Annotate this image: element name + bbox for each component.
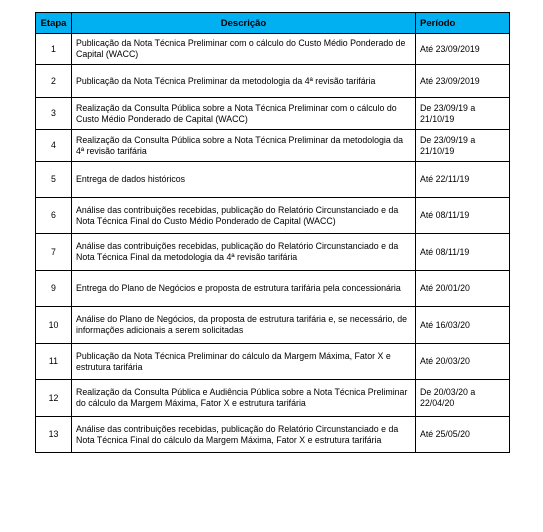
schedule-table	[35, 12, 510, 453]
cell-descricao: Publicação da Nota Técnica Preliminar do cálculo da Margem Máxima, Fator X e estrutura tarifária	[72, 344, 416, 380]
cell-etapa: 3	[36, 98, 72, 130]
table-row	[36, 380, 510, 417]
table-row	[36, 162, 510, 198]
cell-periodo: Até 08/11/19	[416, 234, 510, 271]
cell-periodo: Até 23/09/2019	[416, 34, 510, 65]
cell-etapa: 10	[36, 307, 72, 344]
header-etapa: Etapa	[36, 13, 72, 34]
cell-descricao: Análise das contribuições recebidas, publicação do Relatório Circunstanciado e da Nota Técnica Final do Custo Médio Ponderado de Capital (WACC)	[72, 198, 416, 234]
cell-periodo: De 23/09/19 a 21/10/19	[416, 98, 510, 130]
cell-descricao: Publicação da Nota Técnica Preliminar da metodologia da 4ª revisão tarifária	[72, 65, 416, 98]
table-row	[36, 198, 510, 234]
header-periodo: Período	[416, 13, 510, 34]
cell-periodo: Até 20/03/20	[416, 344, 510, 380]
cell-descricao: Realização da Consulta Pública e Audiência Pública sobre a Nota Técnica Preliminar do cálculo da Margem Máxima, Fator X e estrutura tarifária	[72, 380, 416, 417]
cell-descricao: Entrega do Plano de Negócios e proposta de estrutura tarifária pela concessionária	[72, 271, 416, 307]
cell-descricao: Análise das contribuições recebidas, publicação do Relatório Circunstanciado e da Nota Técnica Final da metodologia da 4ª revisão tarifária	[72, 234, 416, 271]
cell-periodo: De 20/03/20 a 22/04/20	[416, 380, 510, 417]
cell-etapa: 13	[36, 417, 72, 453]
cell-etapa: 4	[36, 130, 72, 162]
cell-descricao: Realização da Consulta Pública sobre a Nota Técnica Preliminar com o cálculo do Custo Médio Ponderado de Capital (WACC)	[72, 98, 416, 130]
cell-periodo: Até 25/05/20	[416, 417, 510, 453]
table-row	[36, 417, 510, 453]
cell-periodo: Até 16/03/20	[416, 307, 510, 344]
table-header-row	[36, 13, 510, 34]
header-descricao: Descrição	[72, 13, 416, 34]
cell-etapa: 1	[36, 34, 72, 65]
table-row	[36, 130, 510, 162]
cell-etapa: 11	[36, 344, 72, 380]
cell-descricao: Publicação da Nota Técnica Preliminar com o cálculo do Custo Médio Ponderado de Capital (WACC)	[72, 34, 416, 65]
cell-descricao: Entrega de dados históricos	[72, 162, 416, 198]
table-row	[36, 98, 510, 130]
cell-etapa: 5	[36, 162, 72, 198]
table-row	[36, 307, 510, 344]
cell-periodo: Até 20/01/20	[416, 271, 510, 307]
cell-etapa: 7	[36, 234, 72, 271]
table-row	[36, 34, 510, 65]
cell-descricao: Análise do Plano de Negócios, da proposta de estrutura tarifária e, se necessário, de informações adicionais a serem solicitadas	[72, 307, 416, 344]
cell-periodo: De 23/09/19 a 21/10/19	[416, 130, 510, 162]
cell-periodo: Até 08/11/19	[416, 198, 510, 234]
table-row	[36, 65, 510, 98]
cell-etapa: 2	[36, 65, 72, 98]
table-row	[36, 344, 510, 380]
cell-periodo: Até 23/09/2019	[416, 65, 510, 98]
cell-etapa: 9	[36, 271, 72, 307]
cell-periodo: Até 22/11/19	[416, 162, 510, 198]
cell-descricao: Análise das contribuições recebidas, publicação do Relatório Circunstanciado e da Nota Técnica Final do cálculo da Margem Máxima, Fator X e estrutura tarifária	[72, 417, 416, 453]
table-row	[36, 271, 510, 307]
cell-etapa: 6	[36, 198, 72, 234]
table-row	[36, 234, 510, 271]
cell-etapa: 12	[36, 380, 72, 417]
cell-descricao: Realização da Consulta Pública sobre a Nota Técnica Preliminar da metodologia da 4ª revisão tarifária	[72, 130, 416, 162]
